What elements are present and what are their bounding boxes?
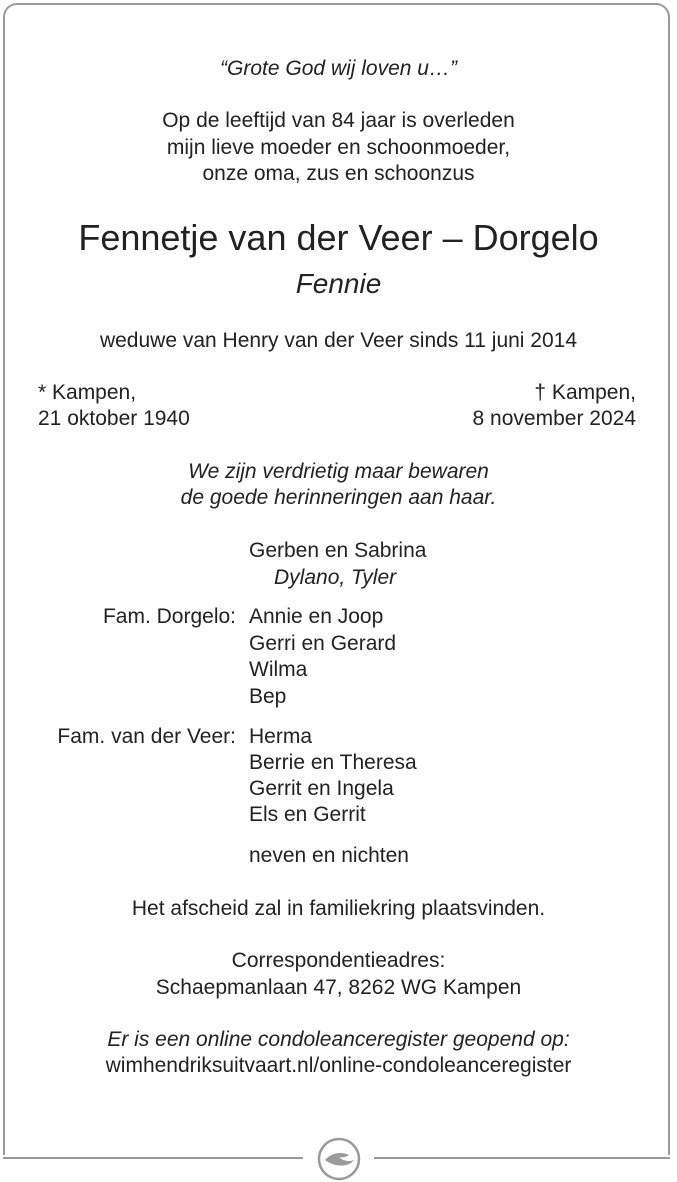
family-vanderveer-member: Herma bbox=[249, 725, 313, 748]
family-vanderveer-member: Berrie en Theresa bbox=[249, 751, 417, 774]
family-vanderveer-member: Gerrit en Ingela bbox=[249, 777, 394, 800]
intro-line-2: mijn lieve moeder en schoonmoeder, bbox=[166, 136, 511, 159]
deceased-name: Fennetje van der Veer – Dorgelo bbox=[78, 217, 599, 258]
condolence-url[interactable]: wimhendriksuitvaart.nl/online-condoleanceregister bbox=[105, 1054, 572, 1077]
family-vanderveer-label: Fam. van der Veer: bbox=[57, 725, 236, 748]
widow-line: weduwe van Henry van der Veer sinds 11 juni 2014 bbox=[99, 329, 578, 352]
birth-date: 21 oktober 1940 bbox=[38, 407, 190, 430]
family-dorgelo-member: Bep bbox=[249, 685, 287, 708]
family-dorgelo-member: Annie en Joop bbox=[249, 605, 384, 628]
death-date: 8 november 2024 bbox=[472, 407, 636, 430]
family-dorgelo-member: Wilma bbox=[249, 658, 308, 681]
intro-line-3: onze oma, zus en schoonzus bbox=[202, 162, 475, 185]
sentiment-line-2: de goede herinneringen aan haar. bbox=[180, 486, 497, 509]
family-nephews-nieces: neven en nichten bbox=[249, 844, 409, 867]
opening-quote: “Grote God wij loven u…” bbox=[220, 57, 457, 80]
family-children: Gerben en Sabrina bbox=[249, 539, 427, 562]
bottom-border-right bbox=[374, 1157, 670, 1159]
intro-line-1: Op de leeftijd van 84 jaar is overleden bbox=[162, 109, 515, 132]
birth-place: * Kampen, bbox=[38, 381, 137, 404]
death-place: † Kampen, bbox=[534, 381, 636, 404]
family-grandchildren: Dylano, Tyler bbox=[274, 566, 397, 589]
correspondence-label: Correspondentieadres: bbox=[231, 949, 446, 972]
deceased-nickname: Fennie bbox=[295, 268, 382, 299]
condolence-text: Er is een online condoleanceregister geopend op: bbox=[107, 1028, 570, 1051]
family-dorgelo-member: Gerri en Gerard bbox=[249, 632, 397, 655]
sentiment-line-1: We zijn verdrietig maar bewaren bbox=[188, 460, 489, 483]
family-vanderveer-member: Els en Gerrit bbox=[249, 803, 366, 826]
correspondence-address: Schaepmanlaan 47, 8262 WG Kampen bbox=[155, 976, 522, 999]
farewell-notice: Het afscheid zal in familiekring plaatsvinden. bbox=[131, 897, 546, 920]
bottom-border-left bbox=[3, 1157, 303, 1159]
funeral-home-logo-icon bbox=[315, 1136, 363, 1182]
family-dorgelo-label: Fam. Dorgelo: bbox=[102, 605, 236, 628]
